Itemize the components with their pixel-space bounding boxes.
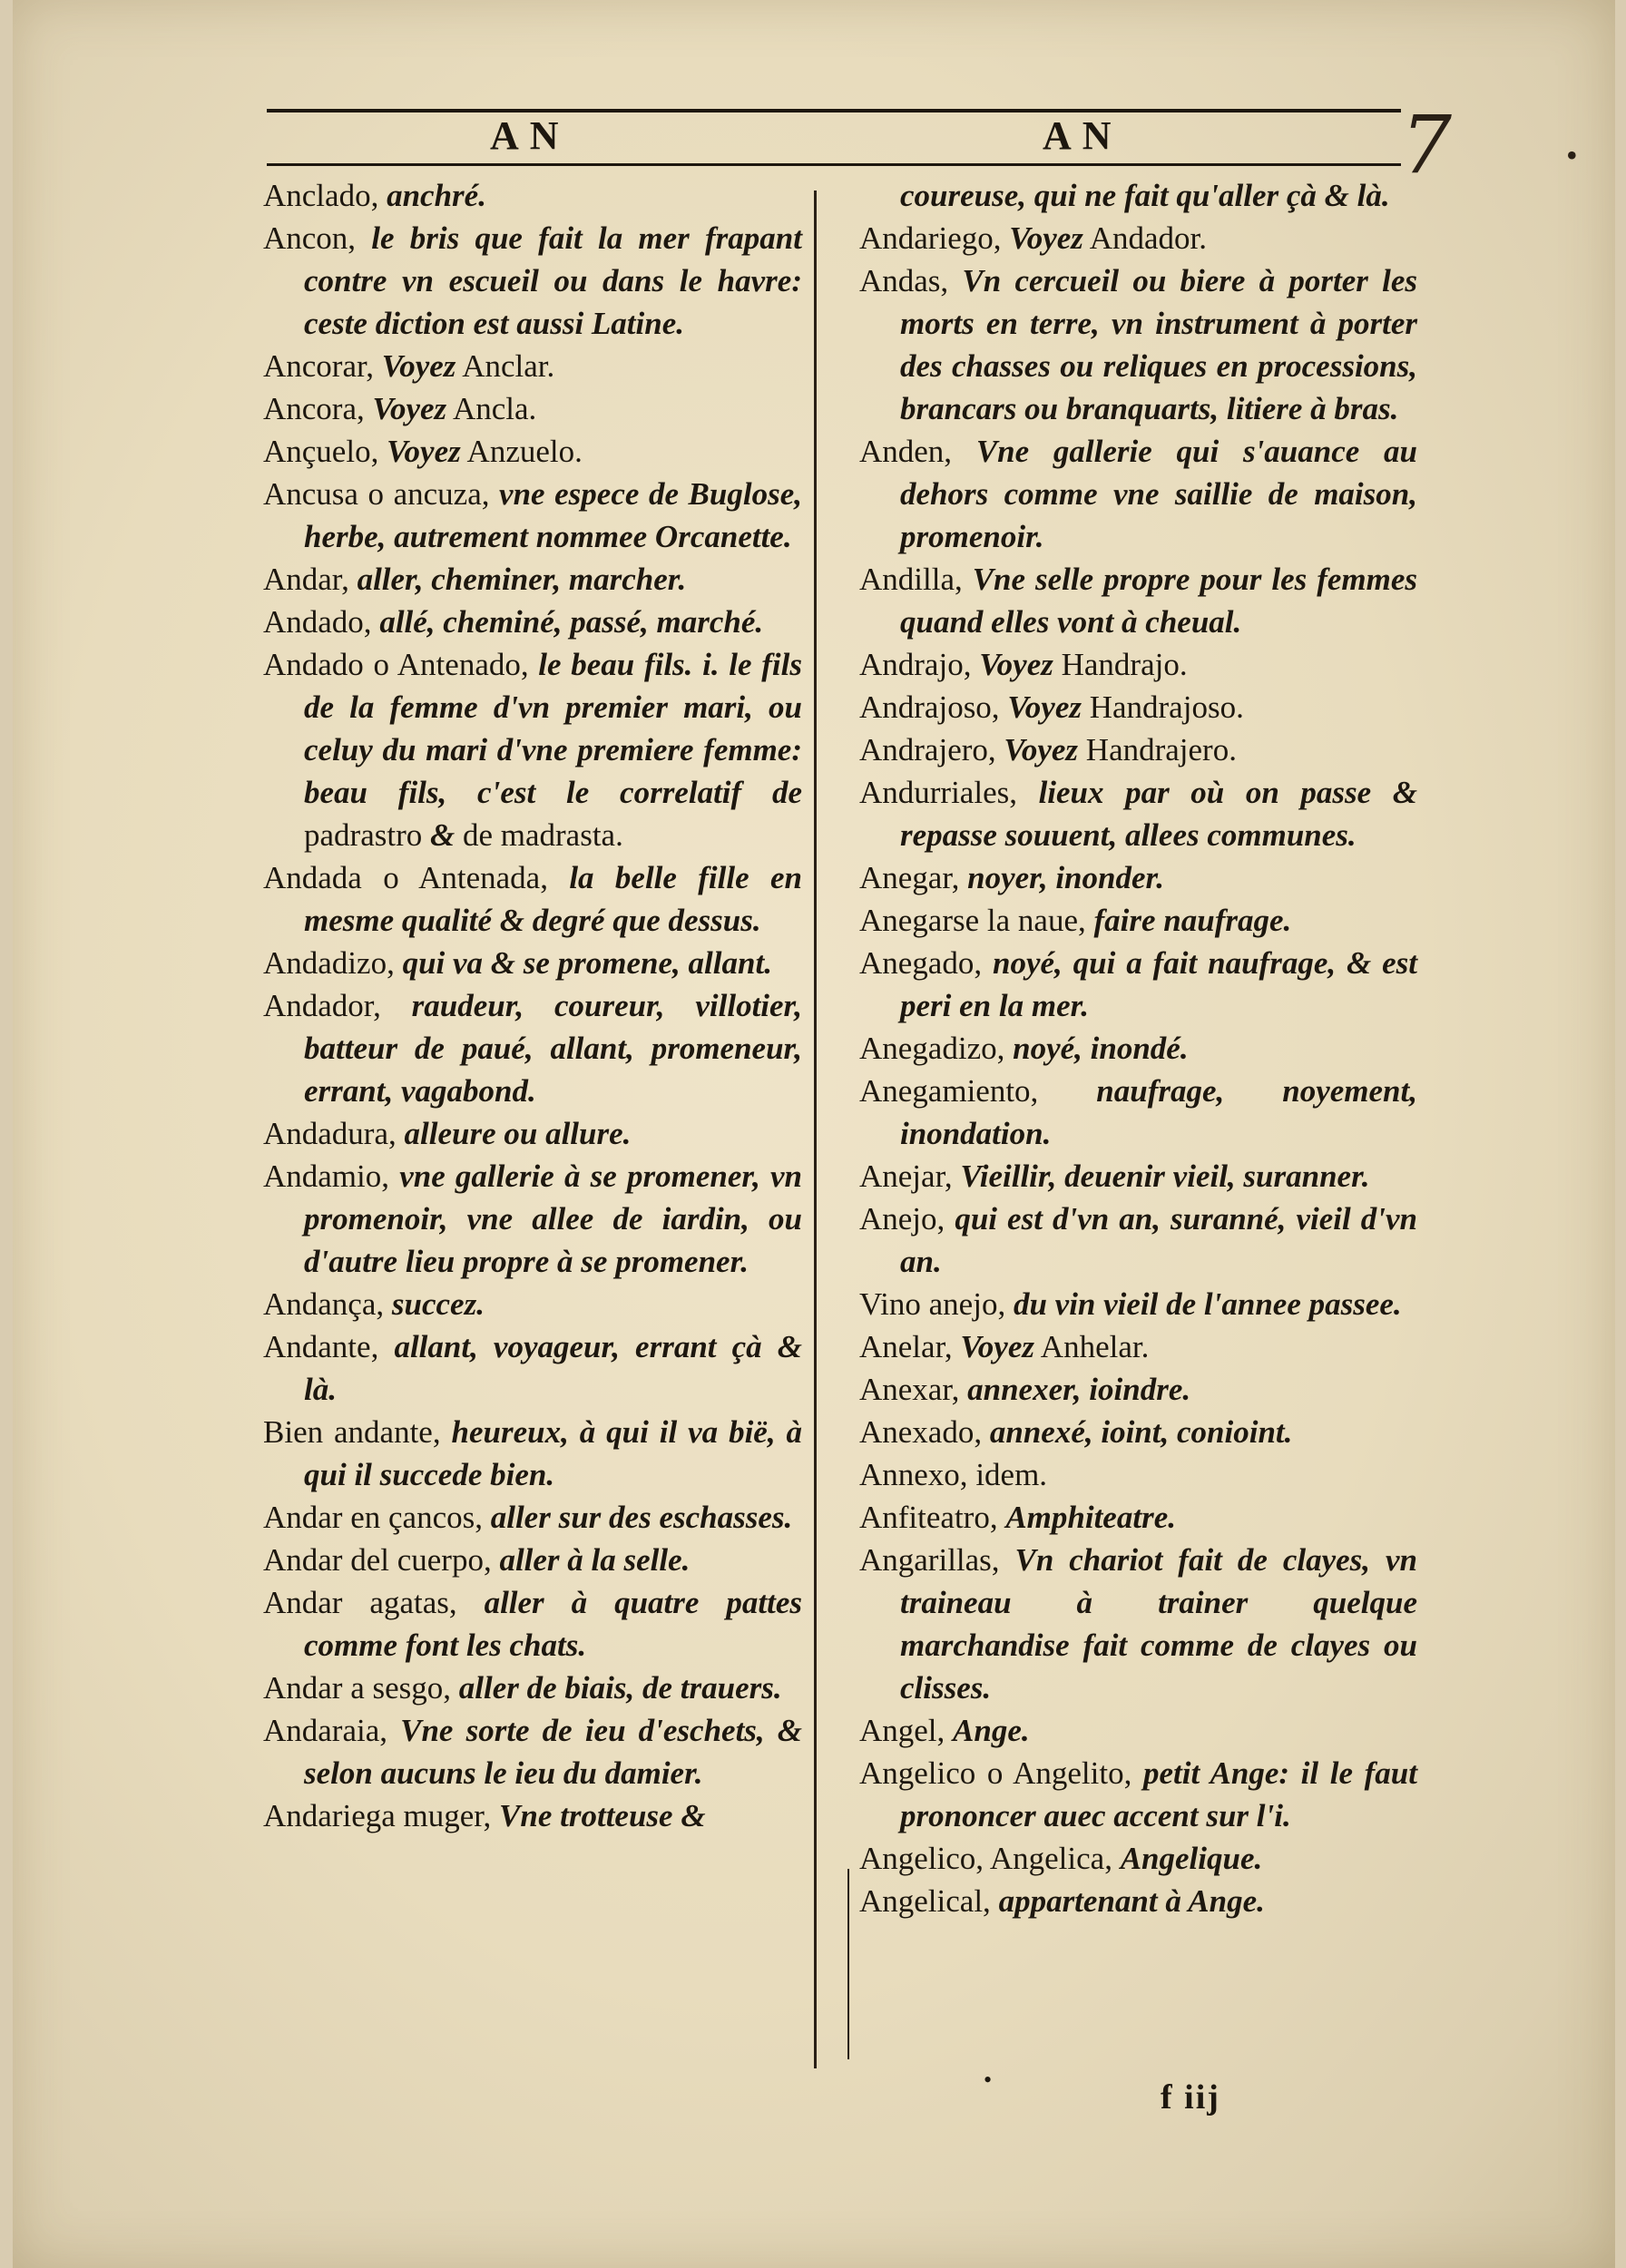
- headword: Ançuelo,: [263, 434, 387, 469]
- headword: Andada o Antenada,: [263, 860, 570, 895]
- dictionary-entry: [263, 1709, 802, 1794]
- definition: le beau fils. i. le fils de la femme d'vn premier mari, ou celuy du mari d'vne premiere femme: beau fils, c'est le correlatif de: [304, 647, 802, 810]
- dictionary-entry: [859, 1496, 1417, 1539]
- dictionary-entry: [859, 643, 1417, 686]
- dictionary-entry: [859, 1027, 1417, 1070]
- headword: Anegado,: [859, 945, 993, 981]
- dictionary-entry: [263, 217, 802, 345]
- headword: Andariega muger,: [263, 1798, 500, 1833]
- dictionary-entry: [263, 601, 802, 643]
- dictionary-entry: [263, 387, 802, 430]
- definition: annexé, ioint, conioint.: [989, 1414, 1293, 1450]
- headword: Ancusa o ancuza,: [263, 476, 500, 512]
- headword: Anden,: [859, 434, 976, 469]
- dictionary-entry: [263, 1112, 802, 1155]
- headword: Andar a sesgo,: [263, 1670, 459, 1706]
- dictionary-entry: [859, 1837, 1417, 1880]
- cross-reference: Andador.: [1082, 220, 1207, 256]
- definition: Vn chariot fait de clayes, vn traineau à trainer quelque marchandise fait comme de clayes ou clisses.: [900, 1542, 1417, 1706]
- definition: Voyez: [1007, 689, 1082, 725]
- definition: Voyez: [1004, 732, 1079, 767]
- dictionary-entry: [859, 1198, 1417, 1283]
- right-column: [859, 174, 1417, 1922]
- dictionary-entry: [263, 1411, 802, 1496]
- dictionary-entry: [263, 1539, 802, 1581]
- headword: Ancora,: [263, 391, 373, 426]
- dictionary-entry: [859, 1283, 1417, 1325]
- headword: Andrajoso,: [859, 689, 1008, 725]
- dictionary-page: [13, 0, 1615, 2268]
- definition: naufrage, noyement, inondation.: [900, 1073, 1417, 1151]
- definition: succez.: [391, 1286, 485, 1322]
- headword: Andança,: [263, 1286, 392, 1322]
- dictionary-entry: [263, 430, 802, 473]
- definition: Vne selle propre pour les femmes quand elles vont à cheual.: [900, 562, 1417, 640]
- headword: Andrajo,: [859, 647, 980, 682]
- dictionary-entry: [859, 1539, 1417, 1709]
- headword: Anegadizo,: [859, 1031, 1014, 1066]
- dictionary-entry: [859, 1155, 1417, 1198]
- footer-dot: •: [984, 2067, 993, 2093]
- definition: aller à quatre pattes comme font les chats.: [304, 1585, 802, 1663]
- headword: Angelico o Angelito,: [859, 1755, 1143, 1791]
- dictionary-entry: [263, 984, 802, 1112]
- dictionary-entry: [263, 1155, 802, 1283]
- headword: Andaraia,: [263, 1713, 401, 1748]
- cross-reference: de madrasta.: [455, 817, 623, 853]
- dictionary-entry: [859, 1709, 1417, 1752]
- headword: Andas,: [859, 263, 963, 298]
- definition: heureux, à qui il va bië, à qui il succede bien.: [304, 1414, 802, 1492]
- definition: Angelique.: [1120, 1841, 1263, 1876]
- definition: Ange.: [953, 1713, 1030, 1748]
- margin-dot: •: [1566, 137, 1578, 173]
- dictionary-entry: [859, 430, 1417, 558]
- headword: Andadizo,: [263, 945, 403, 981]
- definition: vne gallerie à se promener, vn promenoir, vne allee de iardin, ou d'autre lieu propre à se promener.: [304, 1158, 802, 1279]
- headword: Andar del cuerpo,: [263, 1542, 500, 1578]
- dictionary-entry: [263, 1325, 802, 1411]
- headword: Andamio,: [263, 1158, 400, 1194]
- cross-reference: Handrajo.: [1053, 647, 1188, 682]
- definition: noyé, inondé.: [1013, 1031, 1189, 1066]
- headword: Andurriales,: [859, 775, 1039, 810]
- cross-reference: Handrajoso.: [1081, 689, 1244, 725]
- headword: Anexar,: [859, 1372, 968, 1407]
- definition: Voyez: [381, 348, 456, 384]
- headword: Andante,: [263, 1329, 395, 1364]
- definition: vne espece de Buglose, herbe, autrement nommee Orcanette.: [304, 476, 802, 554]
- headword: Angel,: [859, 1713, 954, 1748]
- dictionary-entry: [859, 1368, 1417, 1411]
- definition: qui est d'vn an, suranné, vieil d'vn an.: [900, 1201, 1417, 1279]
- headword: Anegamiento,: [859, 1073, 1097, 1109]
- page-number: 7: [1401, 98, 1452, 191]
- definition: lieux par où on passe & repasse souuent, allees communes.: [900, 775, 1417, 853]
- definition: allé, cheminé, passé, marché.: [379, 604, 764, 640]
- definition: aller sur des eschasses.: [490, 1500, 793, 1535]
- headword: Andrajero,: [859, 732, 1004, 767]
- dictionary-entry: [263, 473, 802, 558]
- headword: Angelico, Angelica,: [859, 1841, 1121, 1876]
- cross-reference: Anzuelo.: [460, 434, 583, 469]
- headword: Andadura,: [263, 1116, 405, 1151]
- dictionary-entry: [859, 1411, 1417, 1453]
- definition: Vne sorte de ieu d'eschets, & selon aucuns le ieu du damier.: [304, 1713, 802, 1791]
- headword: Ancon,: [263, 220, 372, 256]
- definition: aller à la selle.: [499, 1542, 691, 1578]
- dictionary-entry: [263, 558, 802, 601]
- dictionary-entry: [263, 856, 802, 942]
- headword: Ancorar,: [263, 348, 382, 384]
- dictionary-entry: [859, 856, 1417, 899]
- signature-mark: f iij: [1161, 2078, 1220, 2116]
- headword: Andar,: [263, 562, 358, 597]
- headword: Angelical,: [859, 1883, 999, 1919]
- definition: Vn cercueil ou biere à porter les morts en terre, vn instrument à porter des chasses ou reliques en processions, brancars ou branquarts, litiere à bras.: [900, 263, 1417, 426]
- dictionary-entry: [263, 1581, 802, 1667]
- cross-reference: Anhelar.: [1033, 1329, 1150, 1364]
- headword: Anegar,: [859, 860, 968, 895]
- definition: alleure ou allure.: [404, 1116, 632, 1151]
- definition: allant, voyageur, errant çà & là.: [304, 1329, 802, 1407]
- cross-reference: idem.: [975, 1457, 1048, 1492]
- column-divider: [814, 191, 817, 2068]
- dictionary-entry: [263, 1667, 802, 1709]
- headword: Anclado,: [263, 178, 387, 213]
- headword: Anejar,: [859, 1158, 961, 1194]
- definition: petit Ange: il le faut prononcer auec accent sur l'i.: [900, 1755, 1417, 1833]
- column-divider-lower: [847, 1869, 849, 2059]
- definition: appartenant à Ange.: [998, 1883, 1265, 1919]
- left-column: [263, 174, 802, 1837]
- headword: Andariego,: [859, 220, 1010, 256]
- dictionary-entry: [263, 345, 802, 387]
- headword: Anelar,: [859, 1329, 961, 1364]
- definition: Vne trotteuse &: [499, 1798, 706, 1833]
- dictionary-entry: [263, 1496, 802, 1539]
- dictionary-entry: [859, 686, 1417, 728]
- definition: faire naufrage.: [1093, 903, 1292, 938]
- cross-reference: Anclar.: [455, 348, 555, 384]
- definition: anchré.: [387, 178, 486, 213]
- headword: Anegarse la naue,: [859, 903, 1094, 938]
- dictionary-entry: [859, 899, 1417, 942]
- dictionary-entry: [263, 174, 802, 217]
- definition: raudeur, coureur, villotier, batteur de paué, allant, promeneur, errant, vagabond.: [304, 988, 802, 1109]
- dictionary-entry: [859, 259, 1417, 430]
- definition: Voyez: [372, 391, 447, 426]
- dictionary-entry: [859, 771, 1417, 856]
- headword: Annexo,: [859, 1457, 976, 1492]
- dictionary-entry: [859, 217, 1417, 259]
- dictionary-entry: [859, 558, 1417, 643]
- definition: Vieillir, deuenir vieil, suranner.: [960, 1158, 1370, 1194]
- dictionary-entry: [859, 1325, 1417, 1368]
- definition: noyé, qui a fait naufrage, & est peri en la mer.: [900, 945, 1417, 1023]
- header-rule: [267, 163, 1401, 166]
- headword: Andado o Antenado,: [263, 647, 539, 682]
- cross-reference: padrastro: [304, 817, 430, 853]
- headword: Anexado,: [859, 1414, 990, 1450]
- definition: du vin vieil de l'annee passee.: [1013, 1286, 1402, 1322]
- dictionary-entry: [263, 942, 802, 984]
- definition: Voyez: [960, 1329, 1034, 1364]
- definition: la belle fille en mesme qualité & degré que dessus.: [304, 860, 802, 938]
- headword: Angarillas,: [859, 1542, 1015, 1578]
- headword: Andador,: [263, 988, 412, 1023]
- dictionary-entry: [859, 1070, 1417, 1155]
- headword: Andar agatas,: [263, 1585, 485, 1620]
- running-head-right: AN: [1043, 113, 1122, 158]
- dictionary-entry: [859, 1752, 1417, 1837]
- definition: Vne gallerie qui s'auance au dehors comme vne saillie de maison, promenoir.: [900, 434, 1417, 554]
- dictionary-entry: [859, 1880, 1417, 1922]
- definition: Amphiteatre.: [1005, 1500, 1176, 1535]
- headword: Andado,: [263, 604, 380, 640]
- headword: Andar en çancos,: [263, 1500, 491, 1535]
- definition: qui va & se promene, allant.: [402, 945, 772, 981]
- headword: Bien andante,: [263, 1414, 452, 1450]
- dictionary-entry: [263, 1794, 802, 1837]
- running-head-left: AN: [490, 113, 570, 158]
- definition: aller de biais, de trauers.: [458, 1670, 782, 1706]
- dictionary-entry: [859, 174, 1417, 217]
- headword: Vino anejo,: [859, 1286, 1014, 1322]
- headword: Anejo,: [859, 1201, 955, 1237]
- definition: noyer, inonder.: [967, 860, 1164, 895]
- dictionary-entry: [263, 643, 802, 856]
- top-rule: [267, 109, 1401, 112]
- definition: le bris que fait la mer frapant contre vn escueil ou dans le havre: ceste diction est aussi Latine.: [304, 220, 802, 341]
- headword: Anfiteatro,: [859, 1500, 1006, 1535]
- definition: Voyez: [1009, 220, 1083, 256]
- cross-reference: Ancla.: [446, 391, 537, 426]
- dictionary-entry: [859, 942, 1417, 1027]
- dictionary-entry: [859, 728, 1417, 771]
- definition: coureuse, qui ne fait qu'aller çà & là.: [900, 178, 1390, 213]
- definition: &: [429, 817, 455, 853]
- headword: Andilla,: [859, 562, 973, 597]
- cross-reference: Handrajero.: [1078, 732, 1237, 767]
- definition: annexer, ioindre.: [967, 1372, 1191, 1407]
- dictionary-entry: [263, 1283, 802, 1325]
- definition: Voyez: [979, 647, 1053, 682]
- definition: aller, cheminer, marcher.: [357, 562, 687, 597]
- dictionary-entry: [859, 1453, 1417, 1496]
- definition: Voyez: [387, 434, 461, 469]
